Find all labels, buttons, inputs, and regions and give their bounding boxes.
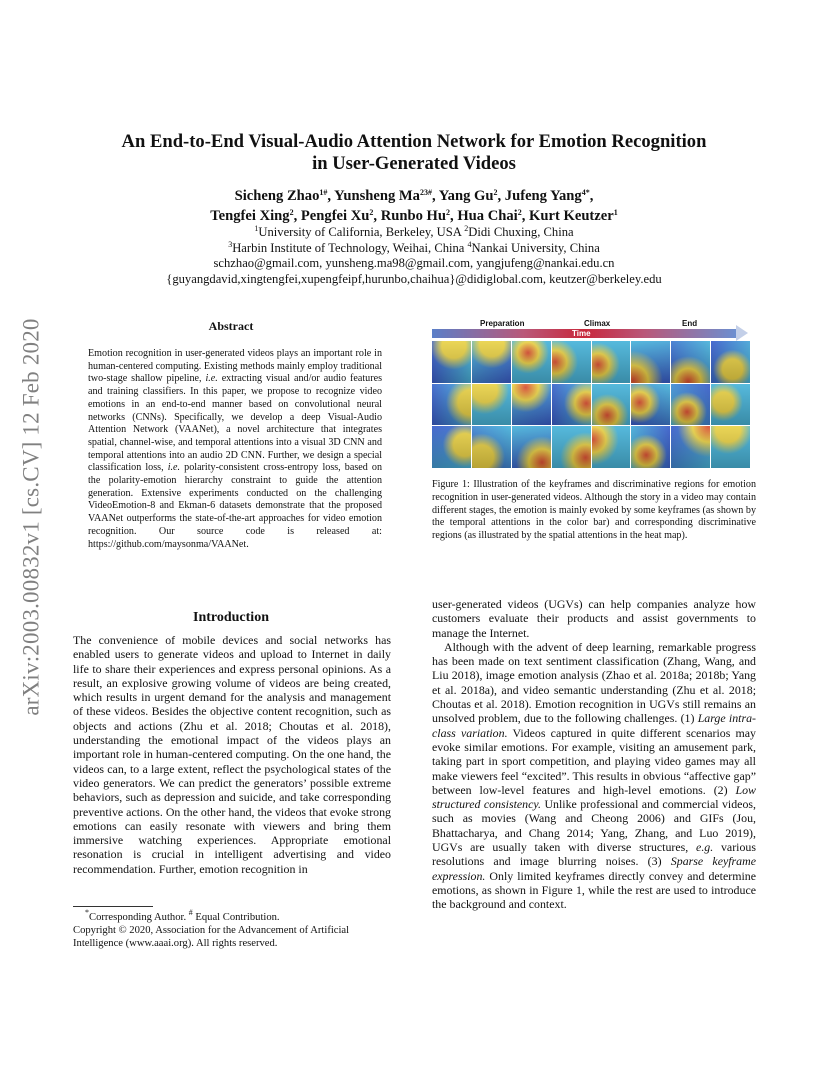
email-line: {guyangdavid,xingtengfei,xupengfeipf,hurunbo,chaihua}@didiglobal.com, keutzer@berkeley.edu — [166, 271, 662, 286]
thumbnail-scene-overlay — [472, 426, 511, 468]
keyframe-heatmap-grid — [432, 341, 750, 468]
keyframe-thumbnail — [592, 384, 631, 426]
introduction-left-column — [73, 633, 391, 876]
paper-title — [80, 131, 748, 175]
footnote — [73, 908, 391, 951]
intro-paragraph: Although with the advent of deep learning, remarkable progress has been made on text sentiment classification (Zhang, Wang, and Liu 2018), image emotion analysis (Zhao et al. 2018a; 2018b; Yang et al. 2018a), and video semantic understanding (Zhu et al. 2018; Choutas et al. 2018). Emotion recognition in UGVs still remains an unsolved problem, due to the following challenges. (1) Large intra-class variation. Videos captured in quite different scenarios may evoke similar emotions. For example, visiting an amusement park, taking part in sport competition, and playing video games may all make viewers feel “excited”. This results in obvious “affective gap” between low-level features and high-level emotions. (2) Low structured consistency. Unlike professional and commercial videos, such as movies (Wang and Cheong 2006) and GIFs (Jou, Bhattacharya, and Chang 2014; Yang, Zhang, and Luo 2019), UGVs are usually taken with diverse structures, e.g. various resolutions and image blurring noises. (3) Sparse keyframe expression. Only limited keyframes directly convey and determine emotions, as shown in Figure 1, while the rest are used to introduce the background and context. — [432, 639, 757, 912]
thumbnail-scene-overlay — [472, 384, 511, 426]
footnote-divider — [73, 906, 153, 907]
keyframe-thumbnail — [552, 341, 591, 383]
thumbnail-scene-overlay — [552, 384, 591, 426]
time-axis-label: Time — [572, 329, 591, 338]
keyframe-thumbnail — [631, 384, 670, 426]
title-line: in User-Generated Videos — [312, 153, 516, 174]
keyframe-thumbnail — [512, 384, 551, 426]
keyframe-thumbnail — [552, 426, 591, 468]
affiliation-line: $^1$University of California, Berkeley, USA $^2$Didi Chuxing, China — [254, 224, 574, 239]
affiliations — [80, 225, 748, 287]
thumbnail-scene-overlay — [512, 384, 551, 426]
thumbnail-scene-overlay — [671, 426, 710, 468]
keyframe-thumbnail — [711, 426, 750, 468]
thumbnail-scene-overlay — [592, 426, 631, 468]
email-line: schzhao@gmail.com, yunsheng.ma98@gmail.com, yangjufeng@nankai.edu.cn — [213, 256, 615, 270]
keyframe-thumbnail — [711, 341, 750, 383]
keyframe-thumbnail — [472, 426, 511, 468]
footnote-line: *Corresponding Author. # Equal Contribution. — [85, 908, 280, 923]
thumbnail-scene-overlay — [671, 341, 710, 383]
thumbnail-scene-overlay — [671, 384, 710, 426]
keyframe-thumbnail — [711, 384, 750, 426]
keyframe-thumbnail — [671, 426, 710, 468]
thumbnail-scene-overlay — [631, 426, 670, 468]
figure-1 — [432, 318, 756, 468]
abstract-heading: Abstract — [208, 319, 254, 333]
keyframe-thumbnail — [472, 341, 511, 383]
keyframe-thumbnail — [472, 384, 511, 426]
keyframe-thumbnail — [671, 341, 710, 383]
thumbnail-scene-overlay — [631, 341, 670, 383]
keyframe-thumbnail — [631, 341, 670, 383]
thumbnail-scene-overlay — [512, 426, 551, 468]
author-list — [80, 186, 748, 226]
introduction-right-column — [432, 597, 756, 912]
thumbnail-scene-overlay — [592, 341, 631, 383]
stage-label-climax: Climax — [584, 319, 611, 328]
thumbnail-scene-overlay — [432, 384, 471, 426]
arxiv-sidebar — [10, 282, 54, 752]
abstract-body: Emotion recognition in user-generated videos plays an important role in human-centered computing. Existing methods mainly employ traditional two-stage shallow pipeline, i.e. extracting visual and/or audio features and training classifiers. In this paper, we propose to recognize video emotions in an end-to-end manner based on convolutional neural networks (CNNs). Specifically, we develop a deep Visual-Audio Attention Network (VAANet), a novel architecture that integrates spatial, channel-wise, and temporal attentions into a visual 3D CNN and temporal attentions into an audio 2D CNN. Further, we design a special classification loss, i.e. polarity-consistent cross-entropy loss, based on the polarity-emotion hierarchy constraint to guide the attention generation. Extensive experiments conducted on the challenging VideoEmotion-8 and Ekman-6 datasets demonstrate that the proposed VAANet outperforms the state-of-the-art approaches for video emotion recognition. Our source code is released at: https://github.com/maysonma/VAANet. — [88, 348, 382, 550]
keyframe-thumbnail — [432, 384, 471, 426]
keyframe-thumbnail — [432, 426, 471, 468]
arxiv-identifier: arXiv:2003.00832v1 [cs.CV] 12 Feb 2020 — [19, 318, 45, 716]
keyframe-thumbnail — [592, 341, 631, 383]
affiliation-line: $^3$Harbin Institute of Technology, Weihai, China $^4$Nankai University, China — [228, 239, 600, 255]
keyframe-thumbnail — [671, 384, 710, 426]
intro-paragraph: user-generated videos (UGVs) can help companies analyze how customers evaluate their products and assist governments to manage the Internet. — [432, 597, 756, 640]
thumbnail-scene-overlay — [711, 341, 750, 383]
thumbnail-scene-overlay — [432, 426, 471, 468]
keyframe-thumbnail — [592, 426, 631, 468]
thumbnail-scene-overlay — [552, 426, 591, 468]
thumbnail-scene-overlay — [711, 384, 750, 426]
time-arrow-icon — [736, 325, 748, 341]
figure-caption: Figure 1: Illustration of the keyframes and discriminative regions for emotion recognition in user-generated videos. Although the story in a video may contain different stages, the emotion is mainly evoked by some keyframes (as shown by the temporal attentions in the color bar) and corresponding discriminative regions (as illustrated by the spatial attentions in the heat map). — [432, 479, 756, 542]
thumbnail-scene-overlay — [592, 384, 631, 426]
copyright-line: Copyright © 2020, Association for the Advancement of Artificial Intelligence (www.aaai.org). All rights reserved. — [73, 925, 350, 950]
thumbnail-scene-overlay — [631, 384, 670, 426]
authors-line: Sicheng Zhao$^{1\#}$, Yunsheng $Ma^{23\#}$, Yang Gu$^2$, Jufeng Yang$^{4*}$, — [234, 188, 594, 204]
thumbnail-scene-overlay — [472, 341, 511, 383]
keyframe-thumbnail — [512, 426, 551, 468]
keyframe-thumbnail — [552, 384, 591, 426]
stage-label-preparation: Preparation — [480, 319, 525, 328]
intro-paragraph: The convenience of mobile devices and social networks has enabled users to generate videos and upload to Internet in daily life to share their experiences and express personal opinions. As a result, an explosive growing volume of videos are being created, which results in urgent demand for the analysis and management of these videos. Besides the objective content recognition, such as objects and actions (Zhu et al. 2018; Choutas et al. 2018), understanding the emotional impact of the videos plays an important role in human-centered computing. On the one hand, the videos can, to a large extent, reflect the psychological states of the video generators. We can predict the generators’ possible extreme behaviors, such as depression and suicide, and take corresponding preventive actions. On the other hand, the videos that evoke strong emotions can easily resonate with viewers and bring them immersive watching experiences. Appropriate emotional resonation is crucial in intelligent advertising and video recommendation. Further, emotion recognition in — [73, 633, 391, 876]
authors-line: Tengfei Xing$^2$, Pengfei Xu$^2$, Runbo Hu$^2$, Hua Chai$^2$, Kurt Keutzer$^1$ — [210, 208, 618, 224]
keyframe-thumbnail — [512, 341, 551, 383]
stage-label-end: End — [682, 319, 698, 328]
keyframe-thumbnail — [631, 426, 670, 468]
keyframe-thumbnail — [432, 341, 471, 383]
thumbnail-scene-overlay — [512, 341, 551, 383]
title-line: An End-to-End Visual-Audio Attention Network for Emotion Recognition — [121, 131, 707, 152]
thumbnail-scene-overlay — [711, 426, 750, 468]
introduction-heading: Introduction — [193, 610, 269, 625]
thumbnail-scene-overlay — [552, 341, 591, 383]
thumbnail-scene-overlay — [432, 341, 471, 383]
